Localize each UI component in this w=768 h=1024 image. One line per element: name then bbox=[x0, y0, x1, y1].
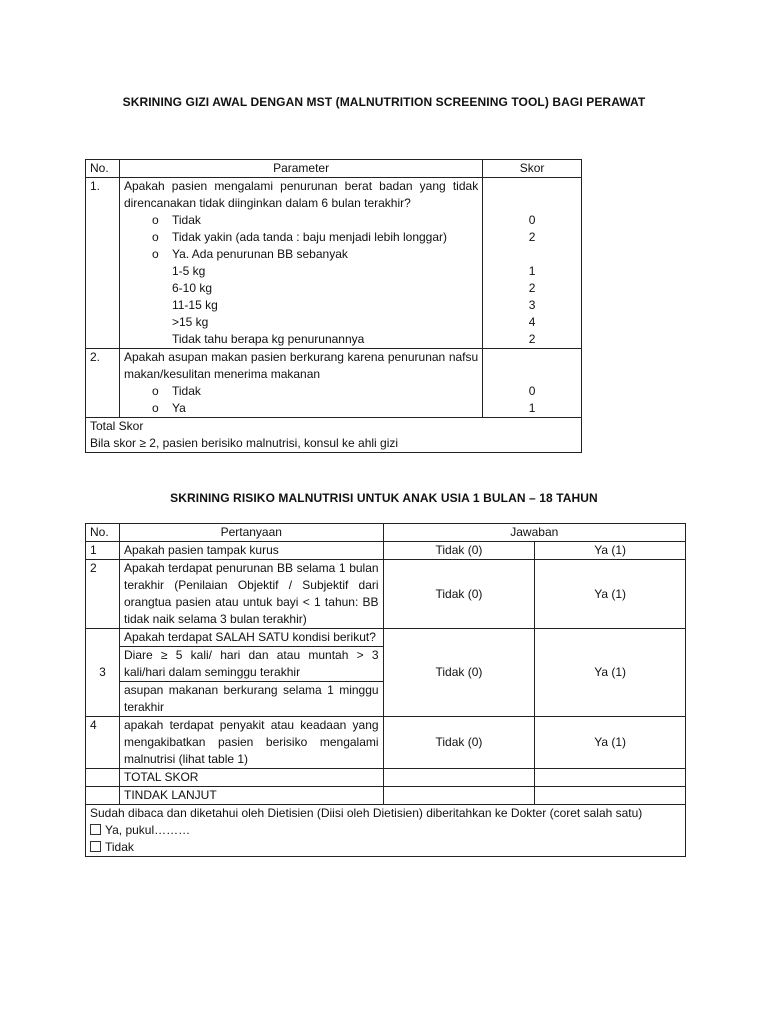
parameter-cell bbox=[119, 178, 482, 349]
question-cell: apakah terdapat penyakit atau keadaan yang mengakibatkan pasien berisiko mengalami malnutrisi (lihat table 1) bbox=[119, 717, 383, 769]
option-label: Ya. Ada penurunan BB sebanyak bbox=[171, 247, 348, 261]
answer-ya[interactable]: Ya (1) bbox=[535, 560, 686, 629]
option-ya-label: Ya, pukul……… bbox=[105, 823, 191, 837]
row-number: 3 bbox=[86, 629, 120, 717]
row-number: 2 bbox=[86, 560, 120, 629]
question-cell: Diare ≥ 5 kali/ hari dan atau muntah > 3 kali/hari dalam seminggu terakhir bbox=[119, 647, 383, 682]
parameter-cell bbox=[119, 349, 482, 418]
header-no: No. bbox=[86, 524, 120, 542]
bullet-icon: o bbox=[151, 401, 159, 415]
answer-ya[interactable]: Ya (1) bbox=[535, 629, 686, 717]
sub-option: 11-15 kg bbox=[171, 298, 218, 312]
child-total-row bbox=[86, 769, 686, 787]
total-skor-value[interactable] bbox=[383, 769, 535, 787]
bullet-icon: o bbox=[151, 247, 159, 261]
score: 1 bbox=[528, 264, 536, 278]
child-tindak-row bbox=[86, 787, 686, 805]
question-text: Apakah pasien mengalami penurunan berat badan yang tidak direncanakan tidak diinginkan dalam 6 bulan terakhir? bbox=[123, 179, 479, 210]
header-no: No. bbox=[86, 160, 120, 178]
row-number: 4 bbox=[86, 717, 120, 769]
bullet-icon: o bbox=[151, 384, 159, 398]
total-cell bbox=[86, 418, 582, 453]
header-jawaban: Jawaban bbox=[383, 524, 685, 542]
child-header-row bbox=[86, 524, 686, 542]
question-cell: Apakah terdapat SALAH SATU kondisi berikut? bbox=[119, 629, 383, 647]
mst-total-row bbox=[86, 418, 582, 453]
option-label: Tidak bbox=[171, 213, 201, 227]
child-row-1 bbox=[86, 542, 686, 560]
child-footer-row bbox=[86, 805, 686, 857]
score-cell bbox=[483, 178, 582, 349]
option-ya[interactable] bbox=[90, 822, 681, 839]
score: 2 bbox=[528, 230, 536, 244]
option-label: Tidak yakin (ada tanda : baju menjadi lebih longgar) bbox=[171, 230, 448, 244]
answer-ya[interactable]: Ya (1) bbox=[535, 542, 686, 560]
option bbox=[124, 212, 478, 229]
tindak-lanjut-label: TINDAK LANJUT bbox=[119, 787, 383, 805]
total-skor-value[interactable] bbox=[535, 769, 686, 787]
sub-option: 6-10 kg bbox=[171, 281, 212, 295]
score: 2 bbox=[528, 281, 536, 295]
option bbox=[124, 383, 478, 400]
title-anak: SKRINING RISIKO MALNUTRISI UNTUK ANAK USIA 1 BULAN – 18 TAHUN bbox=[170, 491, 598, 505]
tindak-lanjut-value[interactable] bbox=[535, 787, 686, 805]
question-cell: Apakah terdapat penurunan BB selama 1 bulan terakhir (Penilaian Objektif / Subjektif dari orangtua pasien atau untuk bayi < 1 tahun: BB tidak naik selama 3 bulan terakhir) bbox=[119, 560, 383, 629]
question-cell: Apakah pasien tampak kurus bbox=[119, 542, 383, 560]
footer-cell bbox=[86, 805, 686, 857]
sub-option: Tidak tahu berapa kg penurunannya bbox=[171, 332, 365, 346]
option bbox=[124, 400, 478, 417]
bullet-icon: o bbox=[151, 230, 159, 244]
score: 0 bbox=[528, 213, 536, 227]
tindak-lanjut-value[interactable] bbox=[383, 787, 535, 805]
option-tidak-label: Tidak bbox=[105, 840, 134, 854]
answer-tidak[interactable]: Tidak (0) bbox=[383, 542, 535, 560]
child-row-4 bbox=[86, 717, 686, 769]
sub-option: >15 kg bbox=[171, 315, 209, 329]
header-pertanyaan: Pertanyaan bbox=[119, 524, 383, 542]
question-text: Apakah asupan makan pasien berkurang karena penurunan nafsu makan/kesulitan menerima makanan bbox=[123, 350, 479, 381]
score: 1 bbox=[528, 401, 536, 415]
score: 4 bbox=[528, 315, 536, 329]
risk-note: Bila skor ≥ 2, pasien berisiko malnutrisi, konsul ke ahli gizi bbox=[90, 436, 399, 450]
option-label: Tidak bbox=[171, 384, 201, 398]
total-label: Total Skor bbox=[90, 419, 144, 433]
option bbox=[124, 246, 478, 263]
option bbox=[124, 229, 478, 246]
answer-tidak[interactable]: Tidak (0) bbox=[383, 717, 535, 769]
row-number: 1. bbox=[86, 178, 120, 349]
child-row-3 bbox=[86, 629, 686, 647]
checkbox-icon[interactable] bbox=[90, 824, 101, 835]
answer-tidak[interactable]: Tidak (0) bbox=[383, 560, 535, 629]
total-skor-label: TOTAL SKOR bbox=[119, 769, 383, 787]
question-cell: asupan makanan berkurang selama 1 minggu terakhir bbox=[119, 682, 383, 717]
score: 0 bbox=[528, 384, 536, 398]
header-parameter: Parameter bbox=[119, 160, 482, 178]
option-tidak[interactable] bbox=[90, 839, 681, 856]
row-number: 1 bbox=[86, 542, 120, 560]
row-number: 2. bbox=[86, 349, 120, 418]
mst-row-1 bbox=[86, 178, 582, 349]
bullet-icon: o bbox=[151, 213, 159, 227]
title-mst: SKRINING GIZI AWAL DENGAN MST (MALNUTRITION SCREENING TOOL) BAGI PERAWAT bbox=[122, 95, 646, 109]
option-label: Ya bbox=[171, 401, 186, 415]
checkbox-icon[interactable] bbox=[90, 841, 101, 852]
header-skor: Skor bbox=[483, 160, 582, 178]
mst-header-row bbox=[86, 160, 582, 178]
score: 2 bbox=[528, 332, 536, 346]
child-screening-table bbox=[85, 523, 686, 857]
mst-table bbox=[85, 159, 582, 453]
child-row-2 bbox=[86, 560, 686, 629]
score-cell bbox=[483, 349, 582, 418]
footer-note: Sudah dibaca dan diketahui oleh Dietisien (Diisi oleh Dietisien) diberitahkan ke Dokter (coret salah satu) bbox=[90, 806, 643, 820]
score: 3 bbox=[528, 298, 536, 312]
answer-tidak[interactable]: Tidak (0) bbox=[383, 629, 535, 717]
mst-row-2 bbox=[86, 349, 582, 418]
sub-option: 1-5 kg bbox=[171, 264, 206, 278]
answer-ya[interactable]: Ya (1) bbox=[535, 717, 686, 769]
